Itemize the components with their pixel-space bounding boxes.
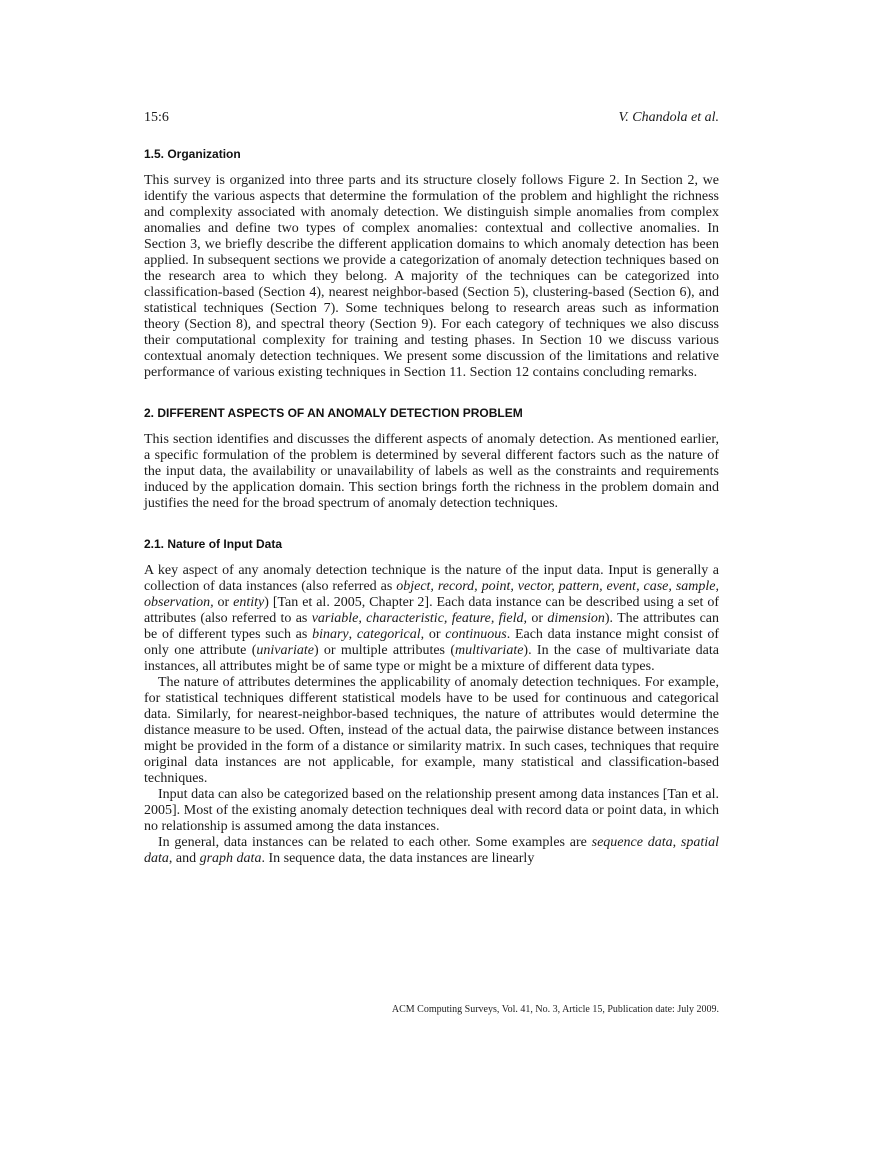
running-head [144,108,719,128]
page-number: 15:6 [144,110,169,125]
paragraph-input-data-1: A key aspect of any anomaly detection technique is the nature of the input data. Input is generally a collection of data instances (also referred as object, record, point, vector, pattern, event, case, sample, observation, or entity) [Tan et al. 2005, Chapter 2]. Each data instance can be described using a set of attributes (also referred to as variable, characteristic, feature, field, or dimension). The attributes can be of different types such as binary, categorical, or continuous. Each data instance might consist of only one attribute (univariate) or multiple attributes (multivariate). In the case of multivariate data instances, all attributes might be of same type or might be a mixture of different data types. [144,563,720,674]
paragraph-input-data-4: In general, data instances can be related to each other. Some examples are sequence data, spatial data, and graph data. In sequence data, the data instances are linearly [144,835,719,866]
paragraph-input-data-3: Input data can also be categorized based on the relationship present among data instances [Tan et al. 2005]. Most of the existing anomaly detection techniques deal with record data or point data, in which no relationship is assumed among the data instances. [144,787,719,834]
section-heading-2-1: 2.1. Nature of Input Data [144,537,283,551]
paragraph-organization: This survey is organized into three parts and its structure closely follows Figure 2. In Section 2, we identify the various aspects that determine the formulation of the problem and highlight the richness and complexity associated with anomaly detection. We distinguish simple anomalies from complex anomalies and define two types of complex anomalies: contextual and collective anomalies. In Section 3, we briefly describe the different application domains to which anomaly detection has been applied. In subsequent sections we provide a categorization of anomaly detection techniques based on the research area to which they belong. A majority of the techniques can be categorized into classification-based (Section 4), nearest neighbor-based (Section 5), clustering-based (Section 6), and statistical techniques (Section 7). Some techniques belong to research areas such as information theory (Section 8), and spectral theory (Section 9). For each category of techniques we also discuss their computational complexity for training and testing phases. In Section 10 we discuss various contextual anomaly detection techniques. We present some discussion of the limitations and relative performance of various existing techniques in Section 11. Section 12 contains concluding remarks. [144,173,719,380]
section-heading-1-5: 1.5. Organization [144,147,241,161]
paragraph-input-data-2: The nature of attributes determines the applicability of anomaly detection techniques. For example, for statistical techniques different statistical models have to be used for continuous and categorical data. Similarly, for nearest-neighbor-based techniques, the nature of attributes would determine the distance measure to be used. Often, instead of the actual data, the pairwise distance between instances might be provided in the form of a distance or similarity matrix. In such cases, techniques that require original data instances are not applicable, for example, many statistical and classification-based techniques. [144,675,719,786]
paragraph-section-2-intro: This section identifies and discusses the different aspects of anomaly detection. As mentioned earlier, a specific formulation of the problem is determined by several different factors such as the nature of the input data, the availability or unavailability of labels as well as the constraints and requirements induced by the application domain. This section brings forth the richness in the problem domain and justifies the need for the broad spectrum of anomaly detection techniques. [144,432,719,511]
section-heading-2: 2. DIFFERENT ASPECTS OF AN ANOMALY DETECTION PROBLEM [144,406,523,420]
page-content [144,108,719,867]
running-head-authors: V. Chandola et al. [618,110,719,125]
footer-citation: ACM Computing Surveys, Vol. 41, No. 3, Article 15, Publication date: July 2009. [391,1004,719,1015]
